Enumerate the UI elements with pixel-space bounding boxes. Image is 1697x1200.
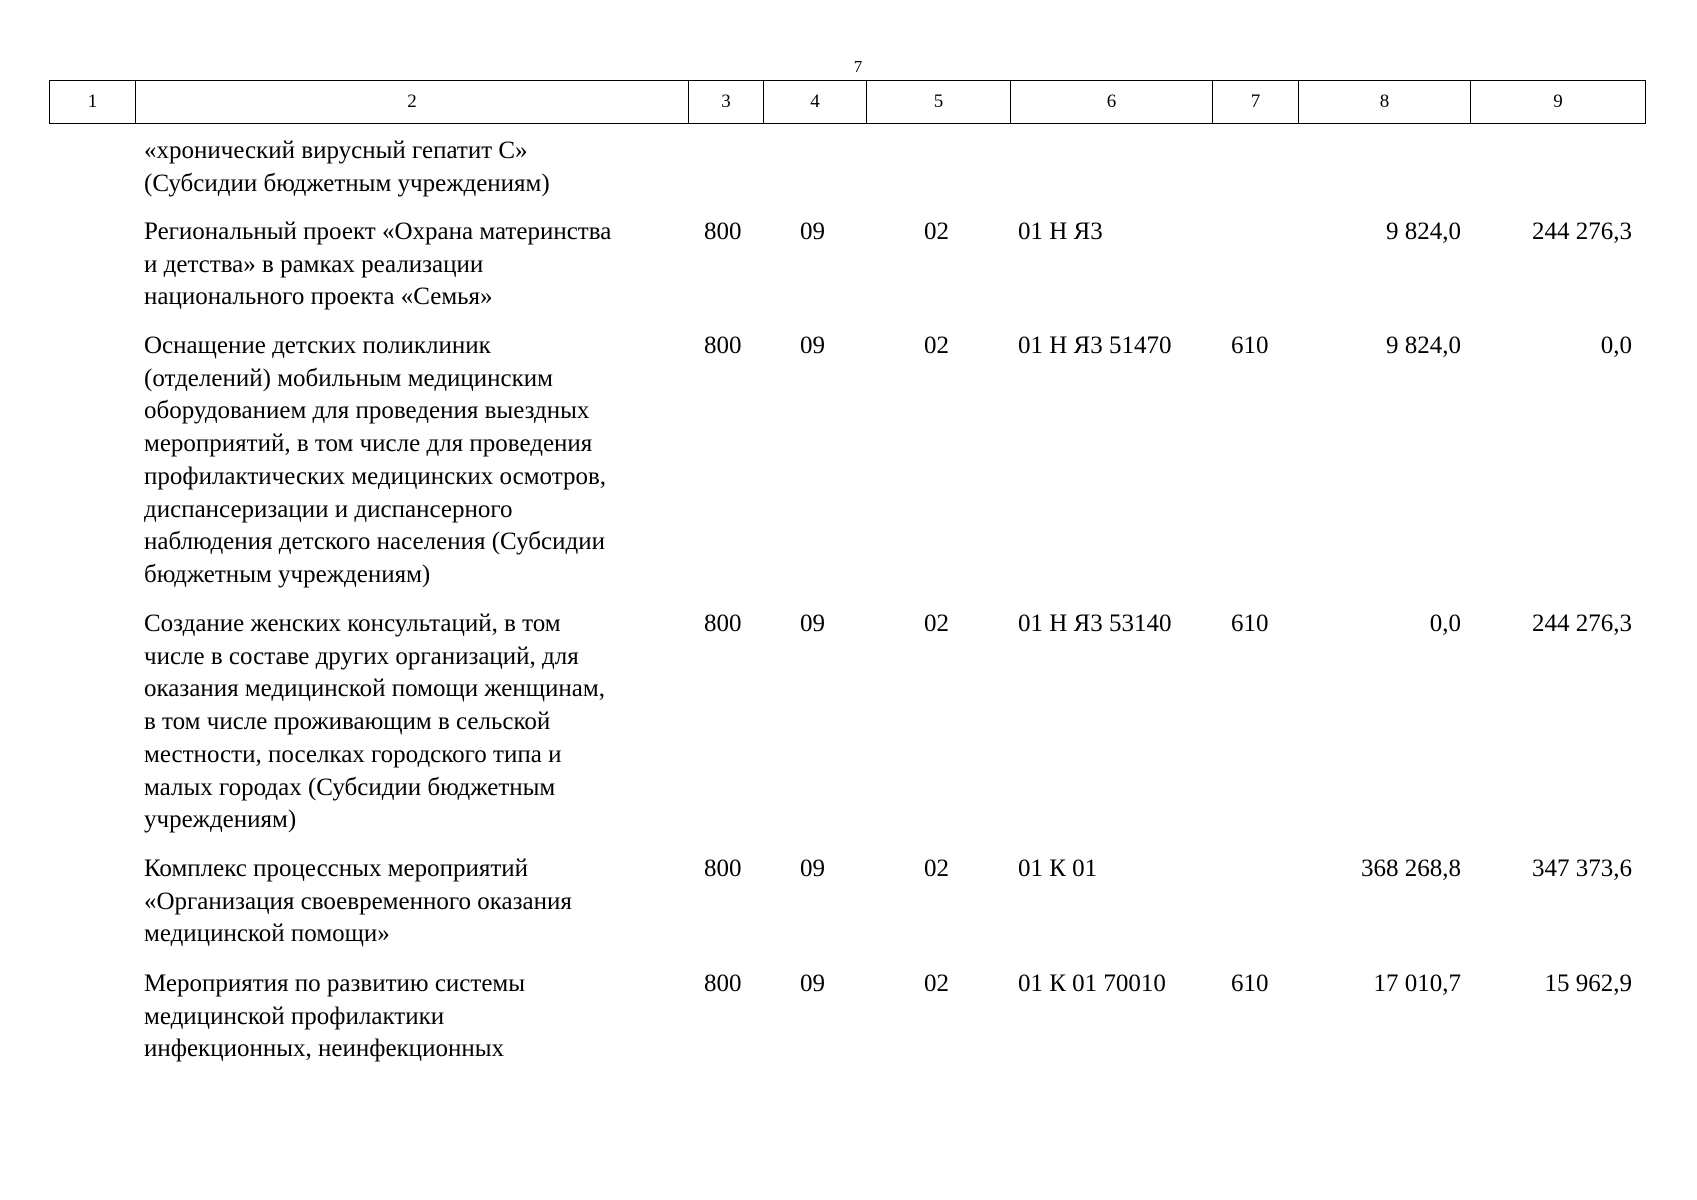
description-line: мероприятий, в том числе для проведения (144, 430, 593, 458)
cell-col-3: 800 (704, 970, 742, 997)
header-col-2: 2 (136, 81, 689, 124)
cell-col-7: 610 (1231, 610, 1269, 637)
cell-col-4: 09 (800, 332, 825, 359)
cell-col-3: 800 (704, 332, 742, 359)
header-col-5: 5 (867, 81, 1011, 124)
description-line: профилактических медицинских осмотров, (144, 462, 606, 490)
row-description (144, 216, 684, 314)
row-description (144, 968, 684, 1066)
cell-col-8: 17 010,7 (1373, 970, 1461, 997)
cell-col-7: 610 (1231, 332, 1269, 359)
description-line: «Организация своевременного оказания (144, 887, 572, 915)
header-col-3: 3 (689, 81, 764, 124)
header-col-4: 4 (764, 81, 867, 124)
cell-col-5: 02 (924, 218, 949, 245)
header-col-9: 9 (1471, 81, 1646, 124)
cell-col-7: 610 (1231, 970, 1269, 997)
description-line: Создание женских консультаций, в том (144, 610, 561, 637)
header-col-8: 8 (1299, 81, 1471, 124)
header-col-1: 1 (50, 81, 136, 124)
cell-col-5: 02 (924, 970, 949, 997)
description-line: оказания медицинской помощи женщинам, (144, 675, 605, 703)
page-number: 7 (853, 57, 863, 76)
cell-col-6: 01 Н Я3 51470 (1018, 332, 1172, 359)
description-line: инфекционных, неинфекционных (144, 1035, 504, 1063)
cell-col-9: 244 276,3 (1532, 610, 1632, 637)
cell-col-9: 347 373,6 (1532, 855, 1632, 882)
cell-col-6: 01 К 01 (1018, 855, 1098, 882)
description-line: диспансеризации и диспансерного (144, 495, 513, 523)
description-line: Региональный проект «Охрана материнства (144, 218, 612, 245)
cell-col-5: 02 (924, 855, 949, 882)
cell-col-9: 0,0 (1600, 332, 1632, 359)
description-line: Мероприятия по развитию системы (144, 970, 526, 997)
row-description (144, 135, 684, 200)
description-line: медицинской помощи» (144, 920, 390, 948)
cell-col-3: 800 (704, 218, 742, 245)
description-line: (Субсидии бюджетным учреждениям) (144, 169, 550, 197)
cell-col-4: 09 (800, 855, 825, 882)
description-line: учреждениям) (144, 806, 297, 834)
header-row (50, 81, 1646, 124)
description-line: медицинской профилактики (144, 1002, 445, 1030)
cell-col-3: 800 (704, 610, 742, 637)
row-description (144, 330, 684, 592)
description-line: числе в составе других организаций, для (144, 642, 579, 670)
description-line: оборудованием для проведения выездных (144, 397, 590, 425)
description-line: в том числе проживающим в сельской (144, 708, 551, 736)
cell-col-4: 09 (800, 610, 825, 637)
row-description (144, 853, 684, 951)
cell-col-6: 01 Н Я3 (1018, 218, 1103, 245)
cell-col-3: 800 (704, 855, 742, 882)
description-line: наблюдения детского населения (Субсидии (144, 528, 605, 556)
description-line: (отделений) мобильным медицинским (144, 364, 553, 392)
header-col-6: 6 (1011, 81, 1213, 124)
cell-col-9: 244 276,3 (1532, 218, 1632, 245)
cell-col-6: 01 К 01 70010 (1018, 970, 1166, 997)
description-line: Оснащение детских поликлиник (144, 332, 491, 359)
cell-col-4: 09 (800, 970, 825, 997)
cell-col-8: 368 268,8 (1361, 855, 1461, 882)
description-line: «хронический вирусный гепатит С» (144, 137, 528, 164)
description-line: Комплекс процессных мероприятий (144, 855, 529, 882)
description-line: и детства» в рамках реализации (144, 250, 484, 278)
column-number-header (49, 80, 1646, 124)
row-description (144, 608, 684, 837)
cell-col-6: 01 Н Я3 53140 (1018, 610, 1172, 637)
cell-col-8: 0,0 (1429, 610, 1461, 637)
description-line: национального проекта «Семья» (144, 283, 493, 311)
cell-col-4: 09 (800, 218, 825, 245)
cell-col-5: 02 (924, 332, 949, 359)
description-line: местности, поселках городского типа и (144, 740, 562, 768)
description-line: малых городах (Субсидии бюджетным (144, 773, 556, 801)
cell-col-5: 02 (924, 610, 949, 637)
description-line: бюджетным учреждениям) (144, 560, 431, 588)
cell-col-8: 9 824,0 (1386, 218, 1461, 245)
cell-col-8: 9 824,0 (1386, 332, 1461, 359)
header-col-7: 7 (1213, 81, 1299, 124)
cell-col-9: 15 962,9 (1544, 970, 1632, 997)
